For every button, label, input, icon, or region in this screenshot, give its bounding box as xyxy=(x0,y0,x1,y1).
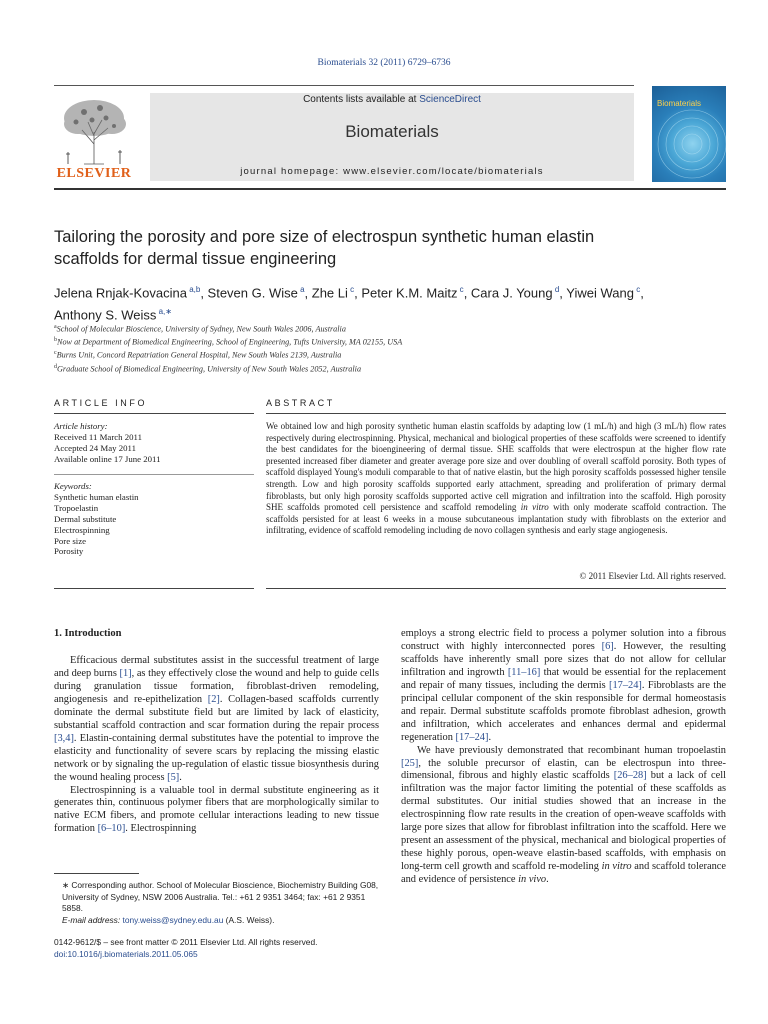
keyword-item: Electrospinning xyxy=(54,524,110,535)
article-info-divider xyxy=(54,413,254,414)
article-history xyxy=(54,421,254,465)
body-text: . However, the resulting scaffolds have inherently small pore sizes that do not allow for cellular infiltration and ingrowth xyxy=(401,640,726,678)
abstract-bottom-divider xyxy=(266,588,726,589)
body-text: . xyxy=(546,874,549,886)
author-affiliation-marker[interactable]: a xyxy=(297,285,305,294)
author-separator: , xyxy=(463,285,471,301)
affiliation-marker: c xyxy=(54,350,57,357)
paper-title-line-2: scaffolds for dermal tissue engineering xyxy=(54,250,337,268)
affiliations xyxy=(54,322,726,375)
article-info-heading: ARTICLE INFO xyxy=(54,398,148,408)
contents-prefix: Contents lists available at xyxy=(303,94,420,105)
author-affiliation-marker[interactable]: a,b xyxy=(186,285,201,294)
cover-journal-title: Biomaterials xyxy=(657,99,702,108)
keyword-item: Synthetic human elastin xyxy=(54,491,139,502)
abstract-body xyxy=(266,421,726,537)
intro-paragraph-3 xyxy=(401,745,726,887)
author-separator: , xyxy=(354,285,362,301)
body-text: , as they effectively close the wound and help to guide cells during granulation tissue formation, fibroblast-driven remodeling, angiogenesis and re-epithelization xyxy=(54,667,380,705)
body-column-left xyxy=(54,655,379,836)
keywords-label: Keywords: xyxy=(54,481,92,491)
body-text: and scaffold tolerance and evidence of persistence xyxy=(401,861,726,886)
history-divider xyxy=(54,474,254,475)
body-text: , the soluble precursor of elastin, can be electrospun into three-dimensional, fibrous and highly elastic scaffolds xyxy=(401,757,726,782)
author-name[interactable]: Steven G. Wise xyxy=(207,285,298,301)
affiliation-item xyxy=(54,362,726,375)
body-text: that would be essential for the replacement and repair of many tissues, including the dermis xyxy=(401,666,726,691)
author-affiliation-marker[interactable]: c xyxy=(457,285,464,294)
contents-availability xyxy=(150,94,634,105)
issn-doi xyxy=(54,937,379,960)
paper-title-line-1: Tailoring the porosity and pore size of electrospun synthetic human elastin xyxy=(54,228,595,246)
abstract-heading: ABSTRACT xyxy=(266,398,335,408)
author-affiliation-marker[interactable]: d xyxy=(552,285,560,294)
journal-homepage[interactable]: journal homepage: www.elsevier.com/locate/biomaterials xyxy=(240,166,544,177)
affiliation-marker: b xyxy=(54,337,57,344)
abstract-copyright: © 2011 Elsevier Ltd. All rights reserved. xyxy=(579,571,726,581)
reference-link[interactable]: [2] xyxy=(207,693,220,705)
abstract-text-part-1: We obtained low and high porosity synthetic human elastin scaffolds by adapting low (1 mL/h) and high (3 mL/h) flow rates respectively during electrospinning. Physical, mechanical and biological properties of these scaffolds were screened to identify the best candidates for the bioengineering of dermal tissue. SHE scaffolds that were electrospun at the higher flow rate presented increased fiber diameter and greater average pore size and over doubling of overall scaffold porosity. Both types of scaffold displayed Young's moduli comparable to that of native elastin, but the high porosity scaffolds possessed higher tensile strength. Low and high porosity scaffolds supported early attachment, spreading and proliferation of primary dermal fibroblasts, but only high porosity scaffolds supported active cell migration and infiltration into the scaffold. High porosity SHE scaffolds promoted cell persistence and scaffold remodeling xyxy=(266,421,726,513)
author-name[interactable]: Anthony S. Weiss xyxy=(54,307,157,323)
history-accepted: Accepted 24 May 2011 xyxy=(54,442,136,453)
body-text: . Fibroblasts are the principal cellular component of the skin responsible for dermal homeostasis and repair. Dermal substitute scaffolds promote fibroblast adhesion, growth and infiltration, which accelerates and enhances dermal and epidermal regeneration xyxy=(401,679,726,743)
intro-paragraph-2-continued xyxy=(401,628,726,745)
affiliation-text: School of Molecular Bioscience, University of Sydney, New South Wales 2006, Australia xyxy=(56,324,346,334)
affiliation-text: Now at Department of Biomedical Engineering, School of Engineering, Tufts University, MA 02155, USA xyxy=(57,337,403,347)
keyword-item: Dermal substitute xyxy=(54,513,117,524)
affiliation-marker: d xyxy=(54,363,57,370)
email-line xyxy=(54,915,379,927)
header-divider-top xyxy=(54,85,634,86)
body-column-right xyxy=(401,628,726,887)
journal-cover-image xyxy=(652,86,726,182)
author-name[interactable]: Zhe Li xyxy=(311,285,348,301)
body-text: Efficacious dermal substitutes assist in the successful treatment of large and deep burns xyxy=(54,655,379,679)
affiliation-item xyxy=(54,322,726,335)
reference-link[interactable]: [17–24] xyxy=(609,679,642,691)
author-separator: , xyxy=(640,285,644,301)
reference-link[interactable]: [6] xyxy=(601,640,614,652)
reference-link[interactable]: [5] xyxy=(167,771,180,783)
author-separator: , xyxy=(559,285,567,301)
keyword-item: Pore size xyxy=(54,535,87,546)
reference-link[interactable]: [17–24] xyxy=(455,731,489,743)
abstract-divider xyxy=(266,413,726,414)
italic-text: in vivo xyxy=(518,874,547,886)
affiliation-item xyxy=(54,335,726,348)
keywords xyxy=(54,481,254,557)
body-text: employs a strong electric field to process a polymer solution into a fibrous construct with highly interconnected pores xyxy=(401,628,726,652)
affiliation-text: Graduate School of Biomedical Engineering, University of New South Wales 2052, Australia xyxy=(57,364,362,374)
author-affiliation-marker[interactable]: a,∗ xyxy=(156,307,172,317)
reference-link[interactable]: [1] xyxy=(119,667,132,679)
reference-link[interactable]: [3,4] xyxy=(54,732,74,744)
email-suffix: (A.S. Weiss). xyxy=(223,915,275,926)
intro-paragraph-1 xyxy=(54,655,379,785)
body-text: . Electrospinning xyxy=(125,823,197,835)
journal-citation[interactable]: Biomaterials 32 (2011) 6729–6736 xyxy=(317,58,451,68)
author-separator: , xyxy=(304,285,312,301)
body-text: but a lack of cell infiltration was the major factor limiting the potential of these scaffolds as dermal substitutes. Our initial studies showed that an increase in the electrospinning flow rate results in the creation of open-weave scaffolds with large pore sizes that allow for fibroblast infiltration into the scaffold. Here we present an assessment of the physical, mechanical and biological properties of these highly porous, open-weave elastin-based scaffolds, with emphasis on long-term cell growth and scaffold re-modeling xyxy=(401,770,726,873)
sciencedirect-link[interactable]: ScienceDirect xyxy=(419,94,481,105)
body-text: . xyxy=(179,771,182,783)
reference-link[interactable]: [25] xyxy=(401,757,419,769)
paper-title xyxy=(54,226,714,270)
author-list xyxy=(54,280,726,325)
article-info-bottom-divider xyxy=(54,588,254,589)
intro-paragraph-2 xyxy=(54,785,379,837)
doi-link[interactable]: doi:10.1016/j.biomaterials.2011.05.065 xyxy=(54,948,198,959)
body-text: We have previously demonstrated that recombinant human tropoelastin xyxy=(417,744,726,756)
reference-link[interactable]: [11–16] xyxy=(507,666,541,678)
elsevier-wordmark: ELSEVIER xyxy=(56,166,132,181)
author-affiliation-marker[interactable]: c xyxy=(633,285,641,294)
history-received: Received 11 March 2011 xyxy=(54,431,143,442)
italic-text: in vitro xyxy=(601,861,632,873)
journal-name: Biomaterials xyxy=(345,122,439,141)
reference-link[interactable]: [6–10] xyxy=(97,823,126,835)
abstract-text-part-2: with only moderate scaffold contraction. The scaffolds persisted for at least 6 weeks in a mouse subcutaneous implantation study with fibroblasts on the exterior and infiltrating, evidence of scaffold remodeling including de novo collagen synthesis and early stage angiogenesis. xyxy=(266,502,726,536)
issn-line: 0142-9612/$ – see front matter © 2011 Elsevier Ltd. All rights reserved. xyxy=(54,937,318,947)
body-text: . Collagen-based scaffolds currently dominate the dermal substitute field but are limited by lack of elasticity, substantial scaffold contraction and scar formation during the repair process xyxy=(54,693,379,731)
footnote-divider xyxy=(54,873,139,874)
author-name[interactable]: Cara J. Young xyxy=(470,285,553,301)
body-text: . Elastin-containing dermal substitutes have the potential to improve the elasticity and functionality of severe scars by replacing the missing elastic network or by signaling the up-regulation of elastic tissue biosynthesis during the wound healing process xyxy=(54,732,379,783)
reference-link[interactable]: [26–28] xyxy=(613,770,647,782)
abstract-italic: in vitro xyxy=(520,502,549,513)
email-label: E-mail address: xyxy=(62,915,121,926)
affiliation-marker: a xyxy=(54,324,57,330)
body-text: Electrospinning is a valuable tool in dermal substitute engineering as it generates thin, continuous polymer fibers that are morphologically similar to native ECM fibers, and promote cellular interactions leading to new tissue formation xyxy=(54,784,379,835)
affiliation-text: Burns Unit, Concord Repatriation General Hospital, New South Wales 2139, Australia xyxy=(56,351,342,361)
keyword-item: Porosity xyxy=(54,546,84,557)
history-online: Available online 17 June 2011 xyxy=(54,453,161,464)
author-name[interactable]: Yiwei Wang xyxy=(566,285,634,301)
body-text: . xyxy=(488,731,492,743)
corresponding-author: ∗ Corresponding author. School of Molecular Bioscience, Biochemistry Building G08, University of Sydney, NSW 2006 Australia. Tel.: +61 2 9351 3464; fax: +61 2 9351 5858. xyxy=(62,880,379,914)
author-separator: , xyxy=(200,285,208,301)
author-name[interactable]: Peter K.M. Maitz xyxy=(361,285,458,301)
keyword-item: Tropoelastin xyxy=(54,502,99,513)
history-label: Article history: xyxy=(54,421,108,431)
affiliation-item xyxy=(54,348,726,361)
header-divider-bottom xyxy=(54,188,726,190)
author-name[interactable]: Jelena Rnjak-Kovacina xyxy=(54,285,187,301)
email-link[interactable]: tony.weiss@sydney.edu.au xyxy=(122,915,224,926)
author-affiliation-marker[interactable]: c xyxy=(347,285,355,294)
corresponding-author-footnote xyxy=(54,880,379,927)
introduction-heading: 1. Introduction xyxy=(54,628,122,639)
